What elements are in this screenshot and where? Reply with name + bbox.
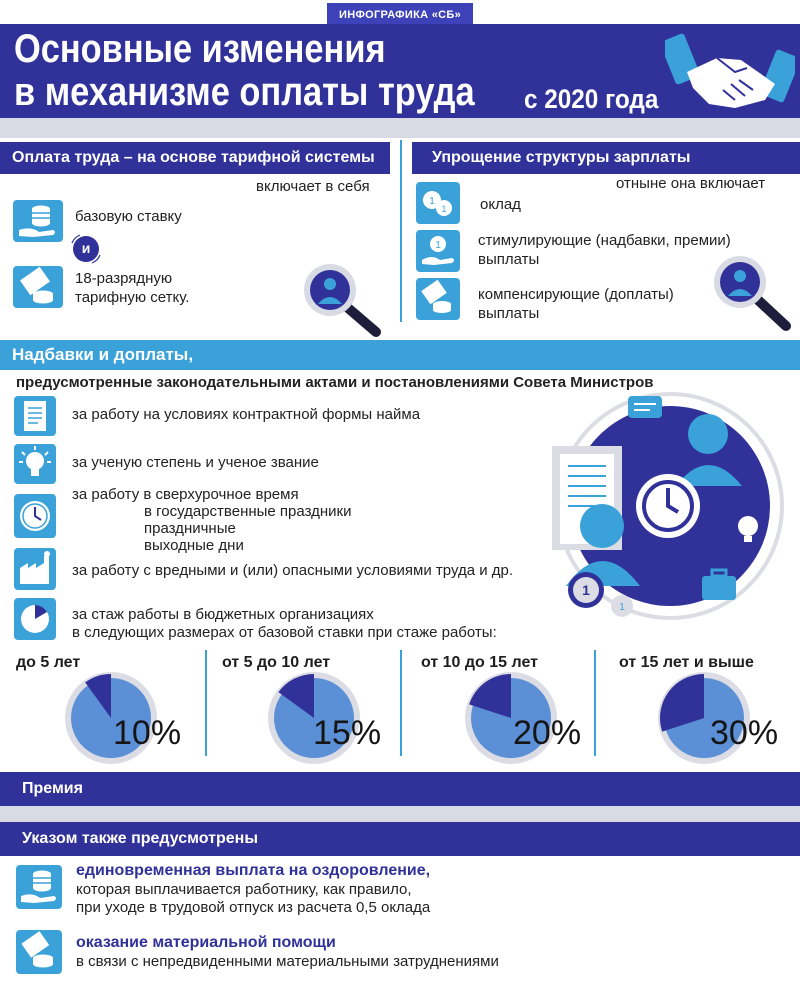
overtime-weekends: выходные дни <box>144 537 244 554</box>
compensation-line1: компенсирующие (доплаты) <box>478 286 674 303</box>
compensation-line2: выплаты <box>478 305 540 322</box>
team-illustration <box>552 386 792 626</box>
infographic-badge: ИНФОГРАФИКА «СБ» <box>327 3 473 27</box>
pie-label-0: до 5 лет <box>16 654 81 671</box>
page-title-year: с 2020 года <box>524 84 659 114</box>
section-title-structure: Упрощение структуры зарплаты <box>412 142 800 174</box>
seniority-line1: за стаж работы в бюджетных организациях <box>72 606 374 623</box>
base-rate-text: базовую ставку <box>75 208 182 225</box>
material-help-title: оказание материальной помощи <box>76 934 336 951</box>
overtime-festive: праздничные <box>144 520 236 537</box>
pie-label-2: от 10 до 15 лет <box>421 654 538 671</box>
pie-label-1: от 5 до 10 лет <box>222 654 331 671</box>
connector-and: и <box>81 240 91 256</box>
coins-icon <box>416 182 460 224</box>
tariff-grid-line2: тарифную сетку. <box>75 289 190 306</box>
pie-divider-3 <box>594 650 596 756</box>
separator-bar <box>0 118 800 138</box>
includes-label: включает в себя <box>256 178 370 195</box>
pie-divider-1 <box>205 650 207 756</box>
allowances-subtitle: предусмотренные законодательными актами и постановлениями Совета Министров <box>16 374 654 391</box>
svg-text:1: 1 <box>429 196 435 207</box>
tariff-grid-icon <box>13 266 63 308</box>
pie-label-3: от 15 лет и выше <box>619 654 754 671</box>
hazard-text: за работу с вредными и (или) опасными условиями труда и др. <box>72 562 514 579</box>
svg-text:1: 1 <box>435 240 441 251</box>
section-title-decree: Указом также предусмотрены <box>0 822 800 856</box>
pie-value-3: 30% <box>710 714 779 752</box>
column-divider <box>400 140 402 322</box>
page-title-line2: в механизме оплаты труда <box>14 70 475 114</box>
material-help-line1: в связи с непредвиденными материальными затруднениями <box>76 953 499 970</box>
pie-value-1: 15% <box>313 714 382 752</box>
incentive-line2: выплаты <box>478 251 540 268</box>
contract-text: за работу на условиях контрактной формы найма <box>72 406 421 423</box>
clock-icon <box>14 494 56 538</box>
seniority-line2: в следующих размерах от базовой ставки при стаже работы: <box>72 624 497 641</box>
compensation-icon <box>416 278 460 320</box>
section-title-bonus: Премия <box>0 772 800 806</box>
incentive-line1: стимулирующие (надбавки, премии) <box>478 232 731 249</box>
separator-bar-2 <box>0 806 800 822</box>
salary-item-text: оклад <box>480 196 521 213</box>
magnifier-person-icon <box>300 262 386 340</box>
magnifier-person-icon-2 <box>710 252 796 336</box>
overtime-text: за работу в сверхурочное время <box>72 486 299 503</box>
health-payment-line2: при уходе в трудовой отпуск из расчета 0,5 оклада <box>76 899 431 916</box>
svg-text:1: 1 <box>619 602 625 613</box>
page-title-line1: Основные изменения <box>14 27 386 71</box>
coins-hand-icon <box>13 200 63 242</box>
header-banner <box>0 24 800 118</box>
svg-text:1: 1 <box>441 204 447 214</box>
health-payment-line1: которая выплачивается работнику, как правило, <box>76 881 412 898</box>
tariff-grid-line1: 18-разрядную <box>75 270 173 287</box>
pie-value-2: 20% <box>513 714 582 752</box>
pie-value-0: 10% <box>113 714 182 752</box>
coins-hand-icon-2 <box>16 865 62 909</box>
overtime-holidays: в государственные праздники <box>144 503 352 520</box>
health-payment-title: единовременная выплата на оздоровление, <box>76 862 431 879</box>
section-title-tariff: Оплата труда – на основе тарифной системы <box>0 142 390 174</box>
material-help-icon <box>16 930 62 974</box>
handshake-icon <box>665 28 795 114</box>
pie-divider-2 <box>400 650 402 756</box>
factory-icon <box>14 548 56 590</box>
svg-text:1: 1 <box>582 582 590 598</box>
degree-text: за ученую степень и ученое звание <box>72 454 319 471</box>
coin-hand-icon <box>416 230 460 272</box>
document-icon <box>14 396 56 436</box>
lightbulb-icon <box>14 444 56 484</box>
pie-icon <box>14 598 56 640</box>
section-title-allowances: Надбавки и доплаты, <box>0 340 800 370</box>
structure-includes-label: отныне она включает <box>616 175 766 192</box>
